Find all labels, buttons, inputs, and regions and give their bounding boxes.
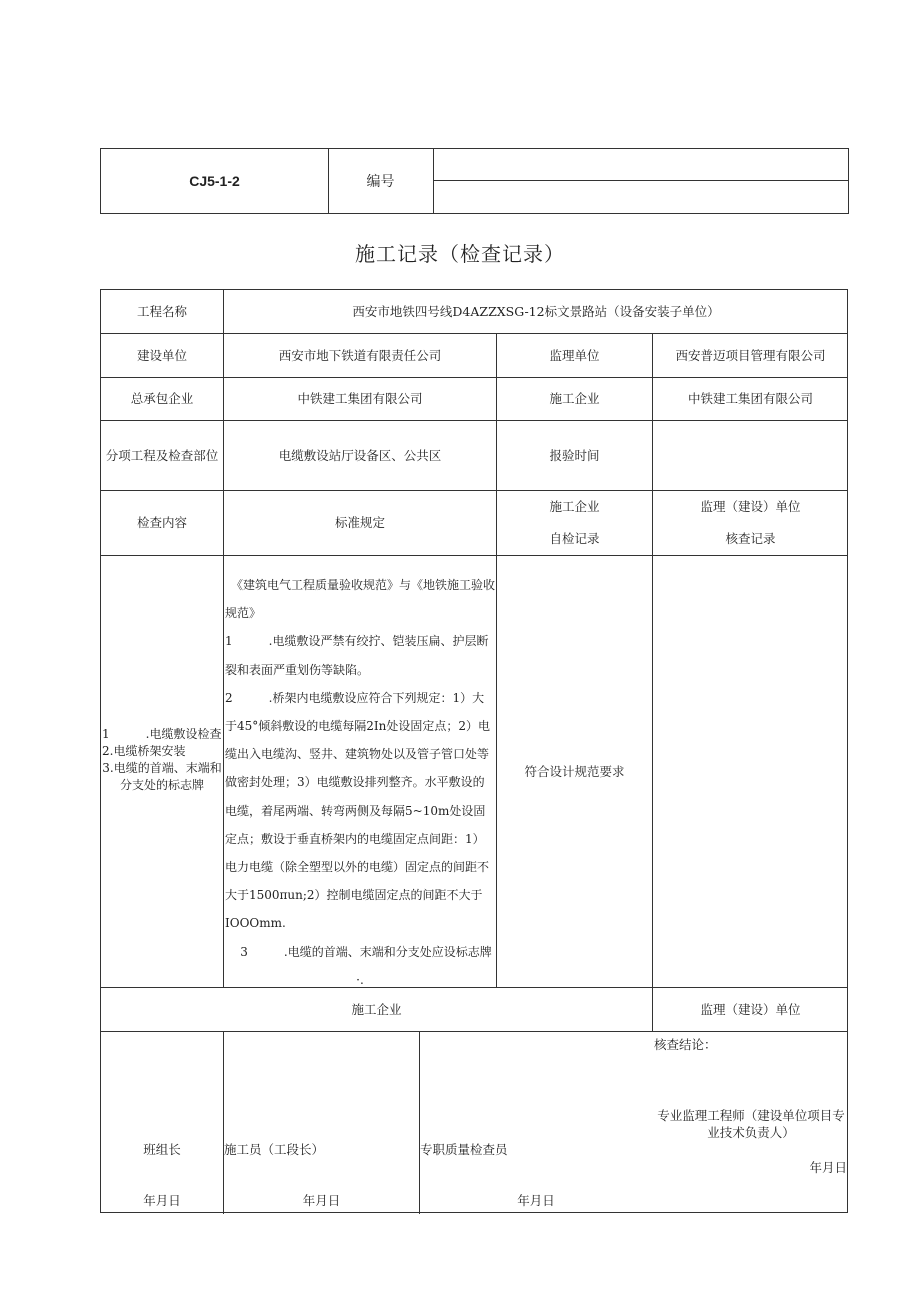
supervisor-value: 西安普迈项目管理有限公司 (675, 347, 826, 363)
standard-paragraph: 3 .电缆的首端、末端和分支处应设标志牌·. (228, 944, 492, 987)
self-check-header (497, 491, 652, 555)
standard-paragraph: 《建筑电气工程质量验收规范》与《地铁施工验收规范》 (225, 578, 496, 621)
quality-inspector-date: 年月日 (517, 1193, 555, 1209)
self-check-header-line1: 施工企业 (549, 499, 600, 515)
row-divider (101, 1031, 847, 1032)
constructor-label: 施工员（工段长） (224, 1142, 325, 1158)
review-header-line1: 监理（建设）单位 (700, 499, 801, 515)
self-check-header-line2: 自检记录 (549, 531, 600, 547)
supervising-engineer-label: 专业监理工程师（建设单位项目专业技术负责人） (657, 1107, 845, 1140)
record-table (100, 289, 848, 1213)
sub-project-label: 分项工程及检查部位 (105, 447, 219, 463)
sub-project-value: 电缆敷设站厅设备区、公共区 (278, 447, 442, 463)
inspection-items (102, 726, 222, 794)
supervisor-label: 监理单位 (549, 347, 600, 363)
review-header-line2: 核查记录 (725, 531, 776, 547)
team-leader-date: 年月日 (143, 1193, 181, 1209)
form-code: CJ5-1-2 (101, 149, 329, 213)
signature-supervision-header: 监理（建设）单位 (700, 1001, 801, 1017)
inspection-time-label: 报验时间 (549, 447, 600, 463)
number-field[interactable] (434, 149, 848, 181)
inspection-item: 1 .电缆敷设检查 (102, 727, 222, 741)
inspection-time-value[interactable] (653, 421, 848, 490)
supervision-date: 年月日 (809, 1160, 847, 1176)
general-contractor-label: 总承包企业 (130, 391, 194, 407)
standard-paragraph: 1 .电缆敷设严禁有绞拧、铠装压扁、护层断裂和表面严重划伤等缺陷。 (225, 634, 489, 677)
construction-company-value: 中铁建工集团有限公司 (687, 391, 813, 407)
general-contractor-value: 中铁建工集团有限公司 (297, 391, 423, 407)
col-divider (223, 1031, 224, 1214)
form-header (100, 148, 849, 214)
standard-text (225, 571, 495, 994)
standard-header: 标准规定 (334, 515, 385, 531)
number-label: 编号 (328, 149, 434, 213)
conclusion-label: 核查结论： (654, 1037, 717, 1053)
col-divider (419, 1031, 420, 1214)
review-result[interactable] (653, 556, 848, 987)
construction-company-label: 施工企业 (549, 391, 600, 407)
review-header (653, 491, 848, 555)
constructor-date: 年月日 (302, 1193, 341, 1209)
signature-company-header: 施工企业 (351, 1001, 402, 1017)
standard-paragraph: 2 .桥架内电缆敷设应符合下列规定：1）大于45°倾斜敷设的电缆每隔2In处设固定点；2）电缆出入电缆沟、竖井、建筑物处以及管子管口处等做密封处理；3）电缆敷设排列整齐。水平敷设的电缆，着尾两端、转弯两侧及每隔5~10m处设固定点；敷设于垂直桥架内的电缆固定点间距：1）电力电缆（除全塑型以外的电缆）固定点的间距不大于1500πun;2）控制电缆固定点的间距不大于IOOOmm. (225, 690, 491, 931)
project-name-label: 工程名称 (136, 303, 187, 319)
content-header: 检查内容 (136, 515, 187, 531)
owner-value: 西安市地下铁道有限责任公司 (278, 347, 442, 363)
team-leader-label: 班组长 (143, 1142, 181, 1158)
owner-label: 建设单位 (136, 347, 187, 363)
inspection-item: 3.电缆的首端、末端和分支处的标志牌 (102, 761, 222, 792)
inspection-item: 2.电缆桥架安装 (102, 744, 186, 758)
page-title: 施工记录（检查记录） (355, 242, 565, 266)
project-name-value: 西安市地铁四号线D4AZZXSG-12标文景路站（设备安装子单位） (352, 303, 720, 319)
quality-inspector-label: 专职质量检查员 (420, 1142, 508, 1158)
self-check-result: 符合设计规范要求 (524, 763, 625, 779)
